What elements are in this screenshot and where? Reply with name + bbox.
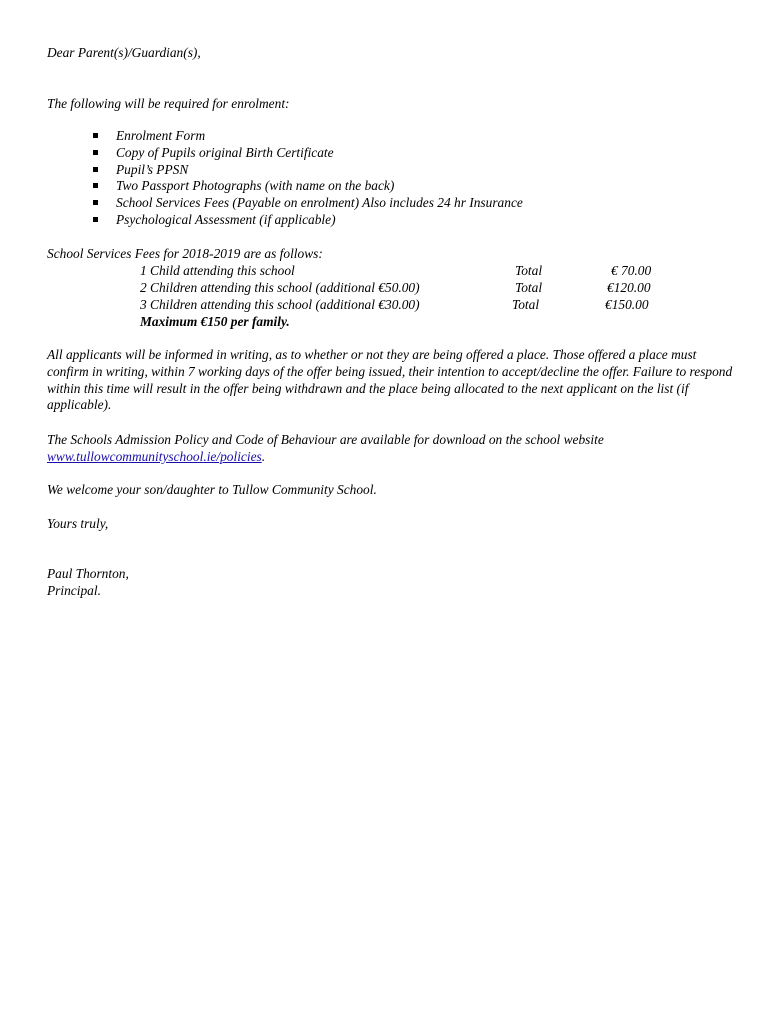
policy-link-suffix: . [261,448,266,464]
fee-total-label: Total [515,280,543,295]
fees-heading: School Services Fees for 2018-2019 are as follows: [47,246,323,261]
policy-text: The Schools Admission Policy and Code of Behaviour are available for download on the school website [47,432,604,447]
closing: Yours truly, [47,516,109,531]
policy-paragraph [47,432,737,466]
fees-maximum: Maximum €150 per family. [140,314,290,329]
signatory-title: Principal. [47,583,101,598]
signatory-name: Paul Thornton, [47,566,129,581]
fee-total-label: Total [515,263,543,278]
bullet-icon [93,217,98,222]
bullet-icon [93,200,98,205]
fee-description: 3 Children attending this school (additional €30.00) [140,297,420,312]
fee-row [140,297,680,314]
bullet-icon [93,133,98,138]
fee-row [140,263,680,280]
bullet-icon [93,167,98,172]
fee-total-label: Total [512,297,540,312]
fee-amount: €120.00 [607,280,651,295]
bullet-icon [93,183,98,188]
welcome-text: We welcome your son/daughter to Tullow Community School. [47,482,377,497]
fee-amount: € 70.00 [611,263,652,278]
fee-description: 2 Children attending this school (additional €50.00) [140,280,420,295]
bullet-icon [93,150,98,155]
fee-row [140,280,680,297]
applicants-paragraph: All applicants will be informed in writing, as to whether or not they are being offered a place. Those offered a place must confirm in writing, within 7 working days of the offer being issued, their intention to accept/decline the offer. Failure to respond within this time will result in the offer being withdrawn and the place being allocated to the next applicant on the list (if applicable). [47,347,733,413]
fee-amount: €150.00 [605,297,649,312]
fee-description: 1 Child attending this school [140,263,295,278]
letter-page: Dear Parent(s)/Guardian(s), The following will be required for enrolment: Enrolment Form Copy of Pupils original Birth Certificate Pupil’s PPSN Two Passport Photographs (with name on the back) School Services Fees (Payable on enrolment) Also includes 24 hr Insurance Psychological Assessment (if applicable) School Services Fees for 2018-2019 are as follows: 1 Child attending this school Total € 70.00 2 Children attending this school (additional €50.00) Total €120.00 3 Children attending this school (additional €30.00) Total €150.00 Maximum €150 per family. All applicants will be informed in writing, as to whether or not they are being offered a place. Those offered a place must confirm in writing, within 7 working days of the offer being issued, their intention to accept/decline the offer. Failure to respond within this time will result in the offer being withdrawn and the place being allocated to the next applicant on the list (if applicable). The Schools Admission Policy and Code of Behaviour are available for download on the school website www.tullowcommunityschool.ie/policies. We welcome your son/daughter to Tullow Community School. Yours truly, Paul Thornton, Principal. [0,0,770,1024]
policy-link[interactable]: www.tullowcommunityschool.ie/policies [47,448,262,464]
requirements-intro: The following will be required for enrolment: [47,96,290,111]
salutation: Dear Parent(s)/Guardian(s), [47,45,201,60]
